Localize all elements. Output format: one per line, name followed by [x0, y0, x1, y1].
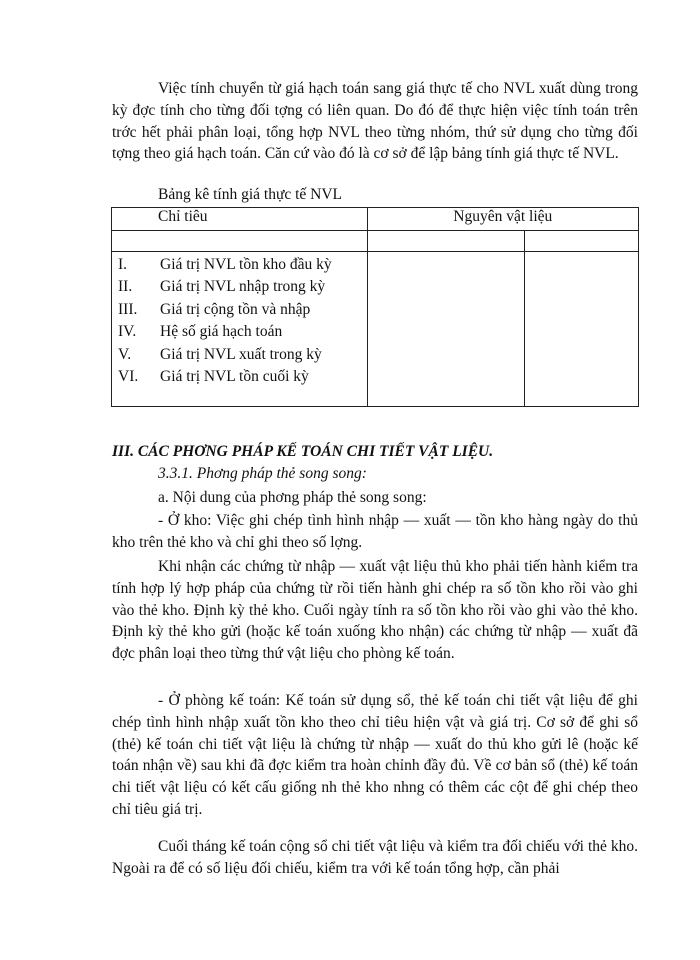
empty-cell [112, 231, 368, 252]
cuoi-thang-paragraph: Cuối tháng kế toán cộng sổ chi tiết vật liệu và kiểm tra đối chiếu với thẻ kho. Ngoài ra để có số liệu đối chiếu, kiểm tra với kế toán tổng hợp, cần phải [112, 838, 638, 877]
empty-cell [525, 252, 639, 407]
item-a-heading: a. Nội dung của phơng pháp thẻ song song: [158, 489, 427, 506]
empty-cell [367, 231, 525, 252]
khi-nhan-paragraph: Khi nhận các chứng từ nhập — xuất vật liệu thủ kho phải tiến hành kiểm tra tính hợp lý hợp pháp của chứng từ rồi tiến hành ghi chép ra số tồn kho rồi vào ghi vào thẻ kho. Định kỳ thẻ kho. Cuối ngày tính ra số tồn kho rồi vào ghi vào thẻ kho. Định kỳ thẻ kho gửi (hoặc kế toán xuống kho nhận) các chứng từ nhập — xuất đã đợc phân loại theo từng thứ vật liệu cho phòng kế toán. [112, 558, 638, 663]
table-body-row [112, 252, 639, 407]
table-row: IV. Hệ số giá hạch toán [118, 323, 283, 341]
subsection-heading: 3.3.1. Phơng pháp thẻ song song: [158, 465, 367, 482]
table-header-row [112, 208, 639, 231]
section-heading: III. CÁC PHƠNG PHÁP KẾ TOÁN CHI TIẾT VẬT LIỆU. [112, 443, 494, 460]
empty-cell [525, 231, 639, 252]
intro-paragraph: Việc tính chuyển từ giá hạch toán sang giá thực tế cho NVL xuất dùng trong kỳ đợc tính cho từng đối tợng có liên quan. Do đó để thực hiện việc tính toán trên trớc hết phải phân loại, tổng hợp NVL theo từng nhóm, thứ sử dụng cho từng đối tợng theo giá hạch toán. Căn cứ vào đó là cơ sở để lập bảng tính giá thực tế NVL. [112, 80, 638, 163]
table-row: I. Giá trị NVL tồn kho đầu kỳ [118, 256, 332, 273]
phong-ke-toan-paragraph: - Ở phòng kế toán: Kế toán sử dụng sổ, thẻ kế toán chi tiết vật liệu để ghi chép tình hình nhập xuất tồn kho theo chỉ tiêu hiện vật và giá trị. Cơ sở để ghi sổ (thẻ) kế toán chi tiết vật liệu là chứng từ nhập — xuất do thủ kho gửi lê (hoặc kế toán nhận về) sau khi đã đợc kiểm tra hoàn chỉnh đầy đủ. Về cơ bản sổ (thẻ) kế toán chi tiết vật liệu có kết cấu giống nh thẻ kho nhng có thêm các cột để ghi chép theo chỉ tiêu giá trị. [112, 692, 638, 818]
table-row: II. Giá trị NVL nhập trong kỳ [118, 278, 326, 296]
table-row: VI. Giá trị NVL tồn cuối kỳ [118, 368, 309, 386]
table-row: III. Giá trị cộng tồn và nhập [118, 300, 311, 318]
header-nguyen-vat-lieu: Nguyên vật liệu [367, 208, 638, 231]
empty-cell [367, 252, 525, 407]
table-caption: Bảng kê tính giá thực tế NVL [158, 186, 343, 203]
kho-paragraph: - Ở kho: Việc ghi chép tình hình nhập — xuất — tồn kho hàng ngày do thủ kho trên thẻ kho và chỉ ghi theo số lợng. [112, 512, 638, 551]
indicator-list [112, 252, 368, 407]
header-chi-tieu: Chỉ tiêu [112, 208, 368, 231]
price-table [111, 207, 639, 407]
table-row: V. Giá trị NVL xuất trong kỳ [118, 345, 322, 363]
table-subheader-row [112, 231, 639, 252]
